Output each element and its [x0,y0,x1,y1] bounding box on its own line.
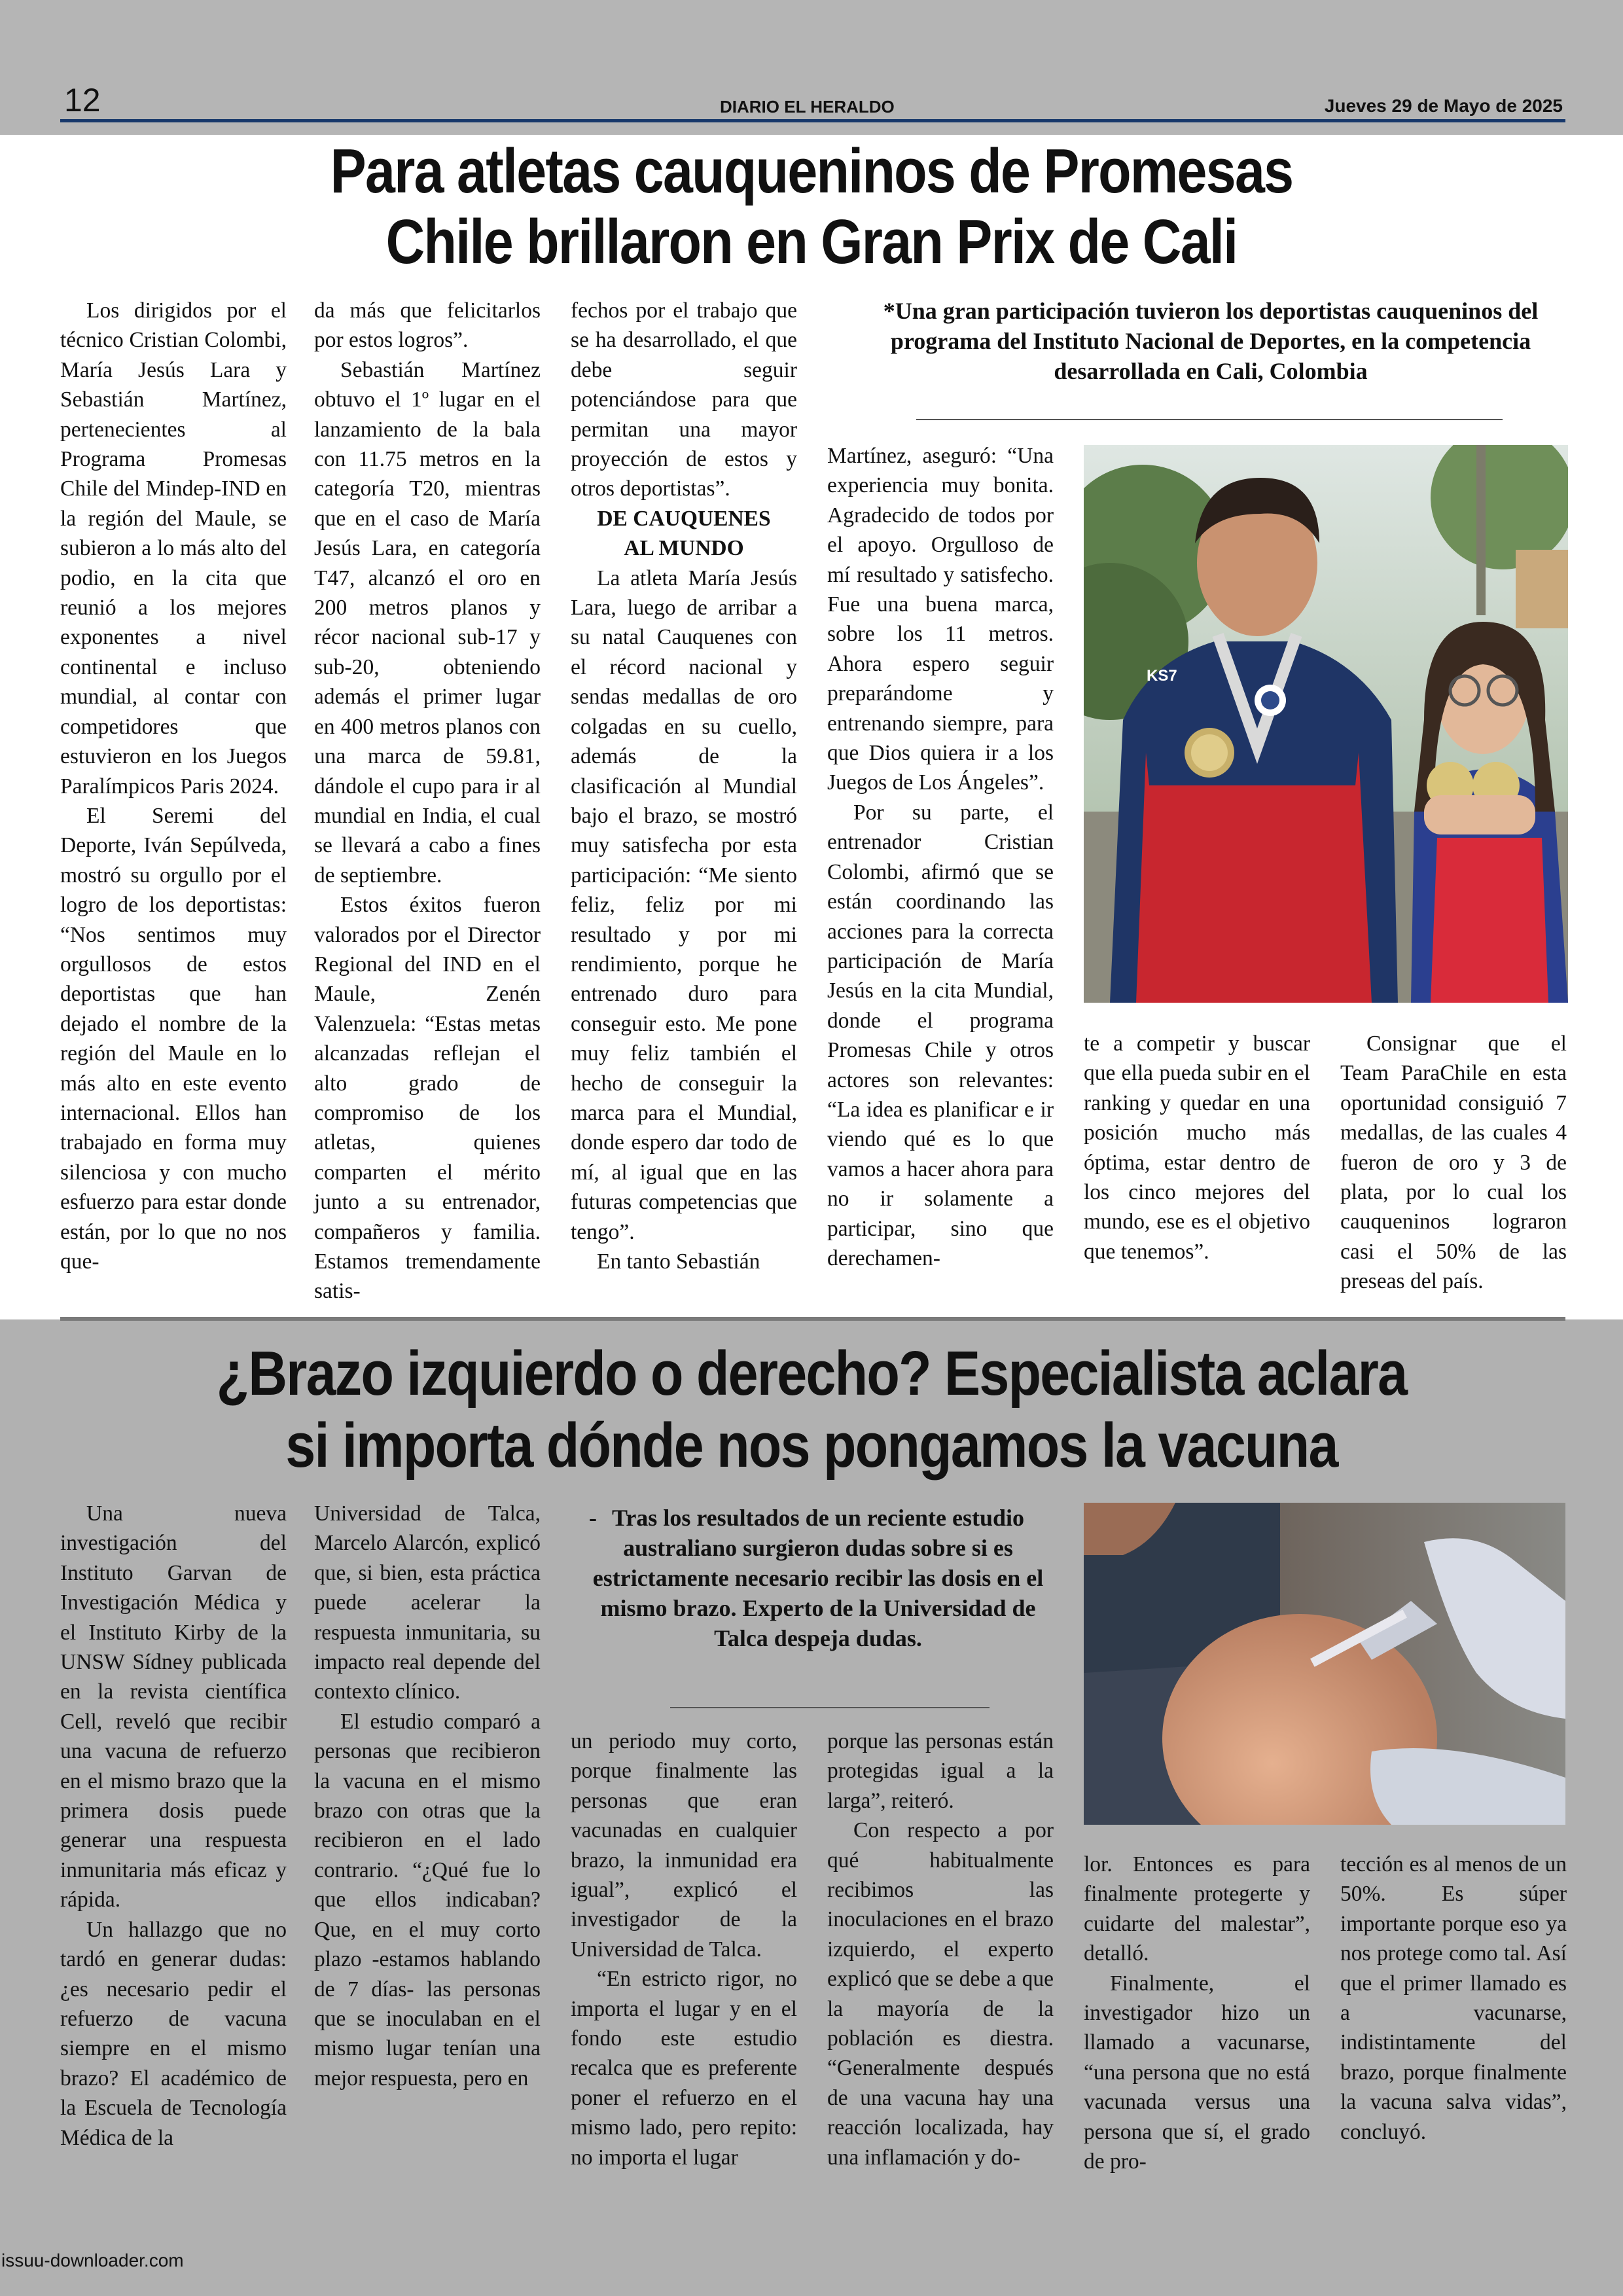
article-1-column-3 [571,296,797,1276]
paragraph: da más que felicitarlos por estos logros”. [314,298,541,353]
paragraph: Por su parte, el entrenador Cristian Colombi, afirmó que se están coordinando las acciones para la correcta participación de María Jesús en la cita Mundial, donde el programa Promesas Chile y otros actores son relevantes: “La idea es planificar e ir viendo qué es lo que vamos a hacer ahora para no ir solamente a participar, sino que derechamen- [827,800,1054,1270]
paragraph: Una nueva investigación del Instituto Garvan de Investigación Médica y el Instituto Kirby de la UNSW Sídney publicada en la revista científica Cell, reveló que recibir una vacuna de refuerzo en el mismo brazo que la primera dosis puede generar una respuesta inmunitaria más eficaz y rápida. [60,1501,287,1912]
article-2-deck: Tras los resultados de un reciente estudio australiano surgieron dudas sobre si es estrictamente necesario recibir las dosis en el mismo brazo. Experto de la Universidad de Talca despeja dudas. [592,1505,1044,1651]
paragraph: “En estricto rigor, no importa el lugar y en el fondo este estudio recalca que es preferente poner el refuerzo en el mismo lado, pero repito: no importa el lugar [571,1967,797,2170]
paragraph: lor. Entonces es para finalmente protegerte y cuidarte del malestar”, detalló. [1084,1852,1310,1966]
newspaper-name: DIARIO EL HERALDO [720,97,895,117]
watermark: issuu-downloader.com [1,2250,184,2270]
article-2-column-2 [314,1499,541,2093]
paragraph: El estudio comparó a personas que recibieron la vacuna en el mismo brazo con otras que la recibieron en el lado contrario. “¿Qué fue lo que ellos indicaban? Que, en el muy corto plazo -estamos hablando de 7 días- las personas que se inoculaban en el mismo lugar tenían una mejor respuesta, pero en [314,1709,541,2090]
paragraph: La atleta María Jesús Lara, luego de arribar a su natal Cauquenes con el récord nacional y sendas medallas de oro colgadas en su cuello, además de la clasificación al Mundial bajo el brazo, se mostró muy satisfecha por esta participación: “Me siento feliz, feliz por mi resultado y por mi rendimiento, porque he entrenado duro para conseguir esto. Me pone muy feliz también el hecho de conseguir la marca para el Mundial, donde espero dar todo de mí, al igual que en las futuras competencias que tengo”. [571,565,797,1244]
article-2-column-3 [571,1727,797,2172]
section-divider [60,1317,1565,1321]
athletes-photo [1084,445,1568,1003]
deck-rule [670,1707,990,1708]
article-1-deck: *Una gran participación tuvieron los deportistas cauqueninos del programa del Instituto Nacional de Deportes, en la competencia desarrollada en Cali, Colombia [883,298,1539,384]
article-1-column-1 [60,296,287,1276]
shirt-logo-text: KS7 [1147,667,1177,685]
paragraph: El Seremi del Deporte, Iván Sepúlveda, mostró su orgullo por el logro de los deportistas: “Nos sentimos muy orgullosos de estos deportistas que han dejado el nombre de la región del Maule en lo más alto en este evento internacional. Ellos han trabajado en forma muy silenciosa y con mucho esfuerzo para estar donde están, por lo que no nos que- [60,803,287,1274]
paragraph: Finalmente, el investigador hizo un llamado a vacunarse, “una persona que no está vacunada versus una persona que sí, el grado de pro- [1084,1971,1310,2174]
article-1-column-2 [314,296,541,1306]
paragraph: fechos por el trabajo que se ha desarrollado, el que debe seguir potenciándose para que permitan una mayor proyección de estos y otros deportistas”. [571,298,797,501]
header-rule [60,119,1565,122]
issue-date: Jueves 29 de Mayo de 2025 [1324,96,1563,116]
paragraph: Universidad de Talca, Marcelo Alarcón, explicó que, si bien, esta práctica puede acelerar la respuesta inmunitaria, su impacto real depende del contexto clínico. [314,1501,541,1704]
paragraph: porque las personas están protegidas igual a la larga”, reiteró. [827,1729,1054,1813]
paragraph: tección es al menos de un 50%. Es súper importante porque eso ya nos protege como tal. Así que el primer llamado es a vacunarse, indistintamente del brazo, porque finalmente la vacuna salva vidas”, concluyó. [1340,1852,1567,2144]
paragraph: un periodo muy corto, porque finalmente las personas que eran vacunadas en cualquier brazo, la inmunidad era igual”, explicó el investigador de la Universidad de Talca. [571,1729,797,1962]
paragraph: Estos éxitos fueron valorados por el Director Regional del IND en el Maule, Zenén Valenzuela: “Estas metas alcanzadas reflejan el alto grado de compromiso de los atletas, quienes comparten el mérito junto a su entrenador, compañeros y familia. Estamos tremendamente satis- [314,893,541,1304]
article-2-column-1 [60,1499,287,2153]
article-1-headline: Para atletas cauqueninos de Promesas Chile brillaron en Gran Prix de Cali [330,136,1293,277]
paragraph: te a competir y buscar que ella pueda subir en el ranking y quedar en una posición mucho más óptima, estar dentro de los cinco mejores del mundo, ese es el objetivo que tenemos”. [1084,1031,1310,1264]
paragraph: Los dirigidos por el técnico Cristian Colombi, María Jesús Lara y Sebastián Martínez, pertenecientes al Programa Promesas Chile del Mindep-IND en la región del Maule, se subieron a lo más alto del podio, en la cita que reunió a los mejores exponentes a nivel continental e incluso mundial, al contar con competidores que estuvieron en los Juegos Paralímpicos Paris 2024. [60,298,287,798]
article-2-column-4 [827,1727,1054,2172]
article-1-column-4 [827,441,1054,1273]
deck-dash: - [589,1505,597,1531]
article-2-headline: ¿Brazo izquierdo o derecho? Especialista aclara si importa dónde nos pongamos la vacuna [216,1338,1407,1480]
article-2-column-6 [1340,1850,1567,2147]
page-number: 12 [64,82,101,118]
paragraph: Con respecto a por qué habitualmente recibimos las inoculaciones en el brazo izquierdo, el experto explicó que se debe a que la mayoría de la población es diestra. “Generalmente después de una vacuna hay una reacción localizada, hay una inflamación y do- [827,1818,1054,2170]
deck-rule [916,419,1503,420]
paragraph: Un hallazgo que no tardó en generar dudas: ¿es necesario pedir el refuerzo de vacuna siempre en el mismo brazo? El académico de la Escuela de Tecnología Médica de la [60,1917,287,2150]
paragraph: En tanto Sebastián [597,1249,760,1274]
article-1-column-5 [1084,1029,1310,1266]
article-2-column-5 [1084,1850,1310,2176]
paragraph: Sebastián Martínez obtuvo el 1º lugar en el lanzamiento de la bala con 11.75 metros en la categoría T20, mientras que en el caso de María Jesús Lara, en categoría T47, alcanzó el oro en 200 metros planos y récor nacional sub-17 y sub-20, obteniendo además el primer lugar en 400 metros planos con una marca de 59.81, dándole el cupo para ir al mundial en India, el cual se llevará a cabo a fines de septiembre. [314,357,541,888]
vaccine-photo [1084,1503,1565,1825]
article-1-column-6 [1340,1029,1567,1297]
paragraph: Martínez, aseguró: “Una experiencia muy bonita. Agradecido de todos por el apoyo. Orgulloso de mí resultado y satisfecho. Fue una buena marca, sobre los 11 metros. Ahora espero seguir preparándome y entrenando siempre, para que Dios quiera ir a los Juegos de Los Ángeles”. [827,444,1054,795]
paragraph: Consignar que el Team ParaChile en esta oportunidad consiguió 7 medallas, de las cuales 4 fueron de oro y 3 de plata, por lo cual los cauqueninos lograron casi el 50% de las preseas del país. [1340,1031,1567,1294]
subhead: DE CAUQUENES AL MUNDO [597,506,771,561]
